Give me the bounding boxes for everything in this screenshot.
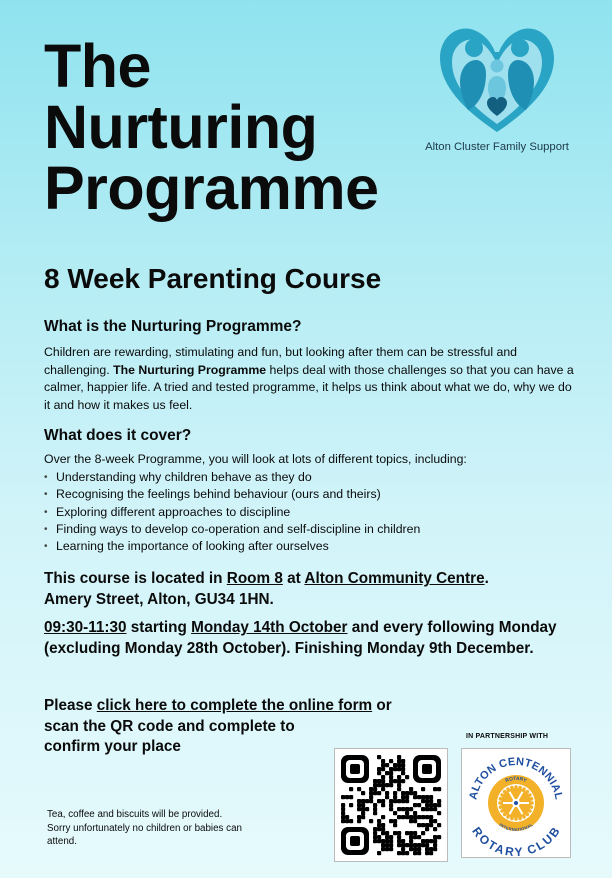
what-is-text-part1: Children are rewarding, stimulating and fun, but looking after them can be stressful and challenging. (44, 345, 518, 377)
what-is-text-bold: The Nurturing Programme (113, 362, 267, 377)
schedule-rest: and every following Monday (excluding Monday 28th October). Finishing Monday 9th December. (44, 619, 557, 657)
rotary-club-logo-icon (461, 748, 571, 858)
schedule-time: 09:30-11:30 (44, 619, 127, 636)
rotary-top-text: ALTON CENTENNIAL (467, 755, 565, 801)
logo-caption: Alton Cluster Family Support (425, 141, 569, 153)
note-line-1: Tea, coffee and biscuits will be provided. (47, 809, 223, 820)
room-link[interactable]: Room 8 (226, 570, 283, 587)
title-line-3: Programme (44, 154, 379, 222)
qr-code-graphic (335, 749, 447, 861)
cta-line1-suffix: or (372, 697, 392, 714)
note-line-3: attend. (47, 836, 77, 847)
list-item: • Exploring different approaches to discipline (44, 504, 420, 521)
schedule-start-date: Monday 14th October (191, 619, 348, 636)
location-mid: at (282, 570, 305, 587)
title-line-2: Nurturing (44, 93, 318, 161)
list-item: • Recognising the feelings behind behaviour (ours and theirs) (44, 486, 420, 503)
schedule-text (44, 618, 584, 659)
partnership-label: IN PARTNERSHIP WITH (466, 733, 549, 740)
what-is-text (44, 344, 574, 414)
course-subtitle: 8 Week Parenting Course (44, 263, 382, 294)
list-item: • Understanding why children behave as they do (44, 469, 420, 486)
online-form-link[interactable]: click here to complete the online form (96, 697, 373, 714)
location-address: Amery Street, Alton, GU34 1HN. (44, 590, 274, 608)
cover-intro: Over the 8-week Programme, you will look at lots of different topics, including: (44, 452, 467, 466)
cta-line3: confirm your place (44, 738, 181, 755)
list-item: • Finding ways to develop co-operation and self-discipline in children (44, 521, 420, 538)
refreshments-note (47, 808, 287, 849)
rotary-ring-top: ROTARY (504, 775, 528, 785)
note-line-2: Sorry unfortunately no children or babies can (47, 822, 242, 834)
rotary-logo-graphic (462, 749, 570, 857)
rotary-ring-bottom: INTERNATIONAL (498, 822, 534, 833)
title-line-1: The (44, 32, 151, 100)
list-item: • Learning the importance of looking after ourselves (44, 538, 420, 555)
family-heart-logo-icon (438, 20, 556, 135)
topics-list (44, 469, 420, 555)
venue-link[interactable]: Alton Community Centre (304, 570, 485, 587)
location-suffix: . (484, 570, 489, 587)
location-prefix: This course is located in (44, 570, 227, 587)
cta-prefix: Please (44, 697, 97, 714)
cover-heading: What does it cover? (44, 427, 192, 444)
what-is-text-part2: helps deal with those challenges so that you can have a calmer, happier life. A tried and tested programme, it helps us think about what we do, why we do it and how it makes us feel. (44, 362, 574, 412)
rotary-bottom-text: ROTARY CLUB (469, 824, 563, 857)
schedule-mid: starting (126, 619, 192, 636)
qr-code-icon[interactable] (334, 748, 448, 862)
page-title (44, 32, 379, 222)
location-text (44, 569, 584, 610)
what-is-heading: What is the Nurturing Programme? (44, 318, 302, 335)
cta-line2: scan the QR code and complete to (44, 717, 295, 735)
